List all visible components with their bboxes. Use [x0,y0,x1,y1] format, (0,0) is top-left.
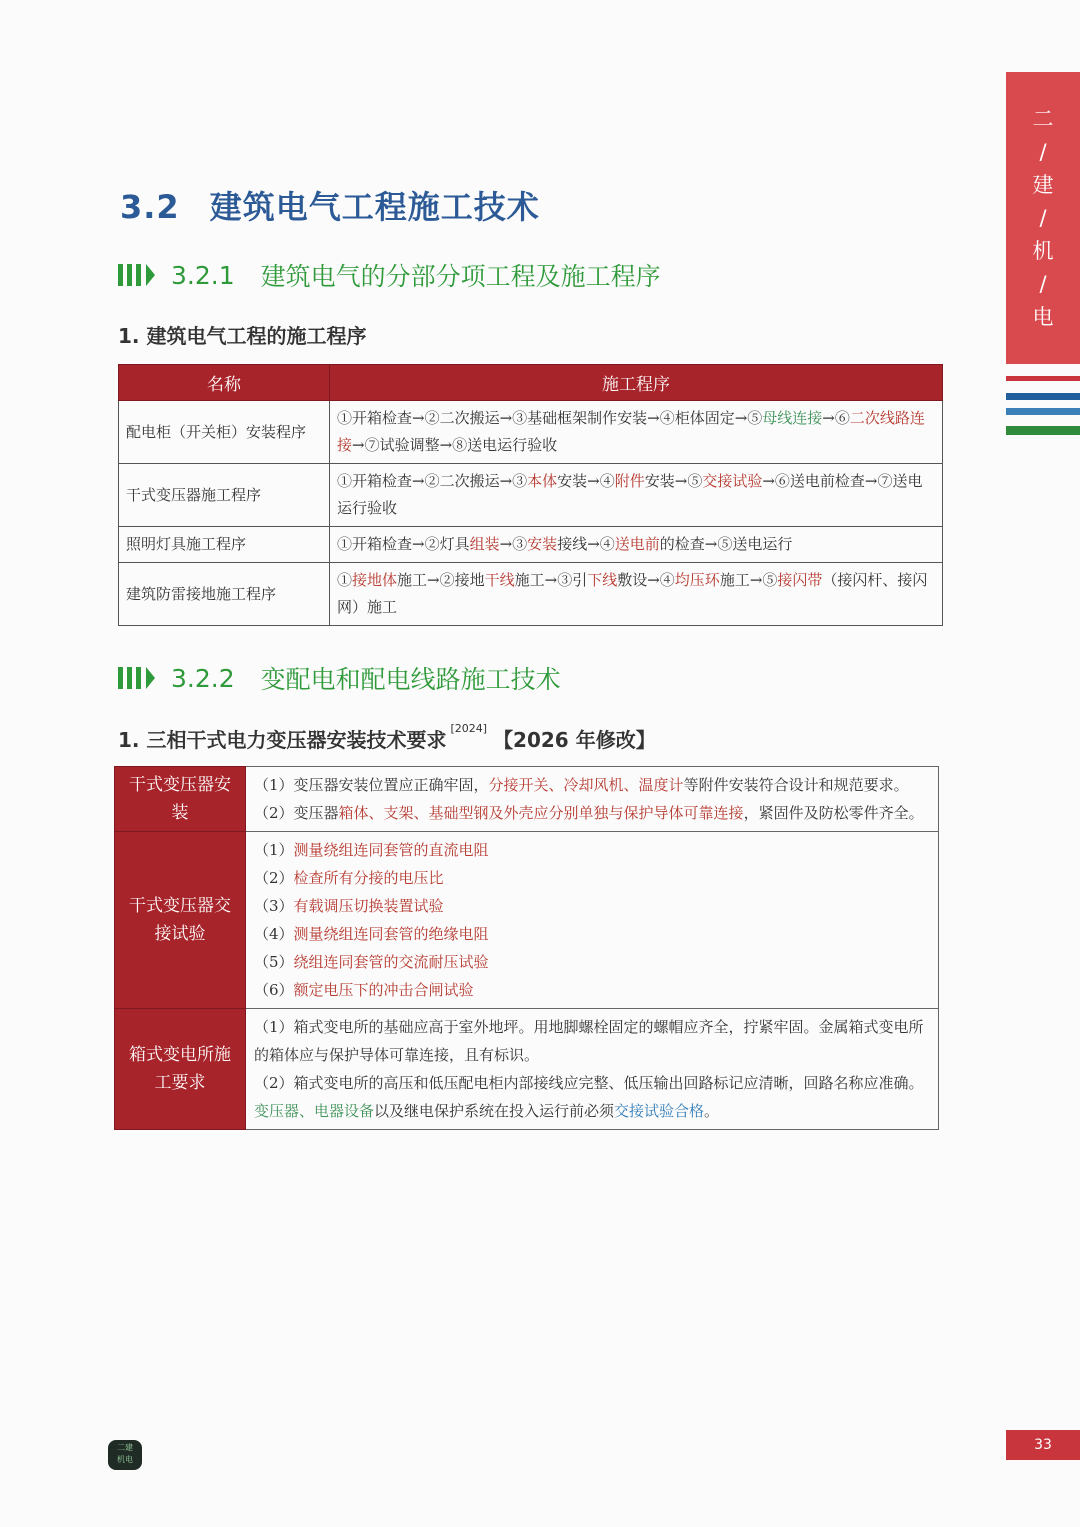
text-run: （1）箱式变电所的基础应高于室外地坪。用地脚螺栓固定的螺帽应齐全，拧紧牢固。金属箱式变电所的箱体应与保护导体可靠连接，且有标识。 [254,1018,924,1064]
text-run: 附件 [614,472,645,490]
side-stripe-red [1006,376,1080,381]
table-row [119,464,943,527]
heading-bars-icon [118,667,155,689]
table-row [119,563,943,626]
text-run: （2）变压器 [254,804,339,822]
text-run: （接闪杆、接闪网）施工 [337,571,928,616]
row-label: 干式变压器安装 [115,767,246,832]
procedure-steps [330,401,943,464]
procedure-name: 配电柜（开关柜）安装程序 [119,401,330,464]
text-run: 测量绕组连同套管的绝缘电阻 [293,925,489,943]
text-run: 接线→④ [557,535,615,553]
text-run: 施工→②接地 [397,571,485,589]
text-run: （2） [254,869,294,887]
text-run: 等附件安装符合设计和规范要求。 [683,776,909,794]
content-line [254,864,932,892]
procedure-name: 照明灯具施工程序 [119,527,330,563]
side-tab-char: 建 [1032,172,1054,197]
content-line [254,771,932,799]
procedure-steps [330,464,943,527]
row-label: 箱式变电所施工要求 [115,1009,246,1130]
text-run: →⑥送电前检查→⑦送电运行验收 [337,472,923,517]
content-line [254,892,932,920]
text-run: 接闪带 [777,571,823,589]
text-run: 有载调压切换装置试验 [293,897,444,915]
row-content [246,1009,939,1130]
text-run: 。 [704,1102,720,1120]
content-line [254,1097,932,1125]
text-run: 下线 [587,571,618,589]
row-content [246,832,939,1009]
subsection-number: 3.2.2 [171,663,235,693]
content-line [254,948,932,976]
text-run: 母线连接 [762,409,823,427]
construction-procedure-table [118,364,943,626]
table-row [115,1009,939,1130]
text-run: 额定电压下的冲击合闸试验 [293,981,474,999]
text-run: 均压环 [674,571,720,589]
section-title [120,182,540,228]
text-run: ①开箱检查→②二次搬运→③基础框架制作安装→④柜体固定→⑤ [337,409,763,427]
text-run: 接地体 [352,571,398,589]
table-row [119,527,943,563]
text-run: 绕组连同套管的交流耐压试验 [293,953,489,971]
procedure-steps [330,563,943,626]
text-run: （1）变压器安装位置应正确牢固， [254,776,489,794]
transformer-requirements-table [114,766,939,1130]
table2-heading [118,724,656,753]
table1-heading: 1. 建筑电气工程的施工程序 [118,324,367,348]
table-row [119,401,943,464]
table-row [115,767,939,832]
text-run: 施工→③引 [514,571,588,589]
text-run: 安装 [527,535,558,553]
logo-line1: 二建 [117,1443,133,1452]
heading-bars-icon [118,264,155,286]
side-stripe-blue-dark [1006,393,1080,400]
table2-heading-text: 1. 三相干式电力变压器安装技术要求 [118,728,447,752]
text-run: 分接开关、冷却风机、温度计 [488,776,684,794]
text-run: （1） [254,841,294,859]
side-tab-char: 二 [1032,106,1054,131]
text-run: 送电前 [614,535,660,553]
text-run: 二次线路连接 [337,409,925,454]
side-stripe-blue-light [1006,408,1080,415]
subsection-number: 3.2.1 [171,260,235,290]
text-run: ① [337,571,353,589]
content-line [254,836,932,864]
side-tab-char: 机 [1032,238,1054,263]
side-stripe-green [1006,426,1080,435]
side-tab-char: / [1039,205,1047,230]
text-run: →⑥ [822,409,850,427]
content-line [254,920,932,948]
text-run: （4） [254,925,294,943]
subsection-title: 建筑电气的分部分项工程及施工程序 [260,262,661,291]
procedure-name: 干式变压器施工程序 [119,464,330,527]
text-run: （5） [254,953,294,971]
revision-tag: 【2026 年修改】 [493,728,656,752]
text-run: 干线 [484,571,515,589]
row-label: 干式变压器交接试验 [115,832,246,1009]
content-line [254,1013,932,1069]
text-run: （3） [254,897,294,915]
table-row [115,832,939,1009]
text-run: 测量绕组连同套管的直流电阻 [293,841,489,859]
text-run: 交接试验合格 [614,1102,705,1120]
text-run: 敷设→④ [617,571,675,589]
side-tab-char: / [1039,271,1047,296]
text-run: （6） [254,981,294,999]
text-run: 以及继电保护系统在投入运行前必须 [374,1102,615,1120]
text-run: （2）箱式变电所的高压和低压配电柜内部接线应完整、低压输出回路标记应清晰，回路名称应准确。 [254,1074,924,1092]
procedure-name: 建筑防雷接地施工程序 [119,563,330,626]
text-run: ，紧固件及防松零件齐全。 [743,804,924,822]
text-run: ①开箱检查→②灯具 [337,535,470,553]
content-line [254,1069,932,1097]
text-run: 箱体、支架、基础型钢及外壳应分别单独与保护导体可靠连接 [338,804,744,822]
text-run: 安装→⑤ [644,472,703,490]
text-run: 变压器、电器设备 [254,1102,375,1120]
side-tab-char: 电 [1032,304,1054,329]
side-tab-char: / [1039,139,1047,164]
content-line [254,976,932,1004]
brand-logo [108,1440,142,1470]
procedure-steps [330,527,943,563]
header-procedure: 施工程序 [330,365,943,401]
text-run: 施工→⑤ [719,571,778,589]
year-tag: [2024] [450,722,488,735]
text-run: →⑦试验调整→⑧送电运行验收 [352,436,558,454]
text-run: 本体 [527,472,558,490]
row-content [246,767,939,832]
text-run: 安装→④ [557,472,615,490]
section-title-text: 建筑电气工程施工技术 [209,188,540,226]
text-run: 交接试验 [702,472,763,490]
logo-line2: 机电 [117,1455,133,1464]
text-run: 组装 [469,535,500,553]
subsection-title: 变配电和配电线路施工技术 [260,665,561,694]
text-run: 的检查→⑤送电运行 [659,535,793,553]
content-line [254,799,932,827]
page-number: 33 [1006,1430,1080,1460]
text-run: →③ [499,535,528,553]
subsection-3-2-1-heading [118,257,661,293]
text-run: 检查所有分接的电压比 [293,869,444,887]
side-chapter-tab [1006,72,1080,364]
subsection-3-2-2-heading [118,660,561,696]
header-name: 名称 [119,365,330,401]
section-number: 3.2 [120,188,180,226]
text-run: ①开箱检查→②二次搬运→③ [337,472,528,490]
